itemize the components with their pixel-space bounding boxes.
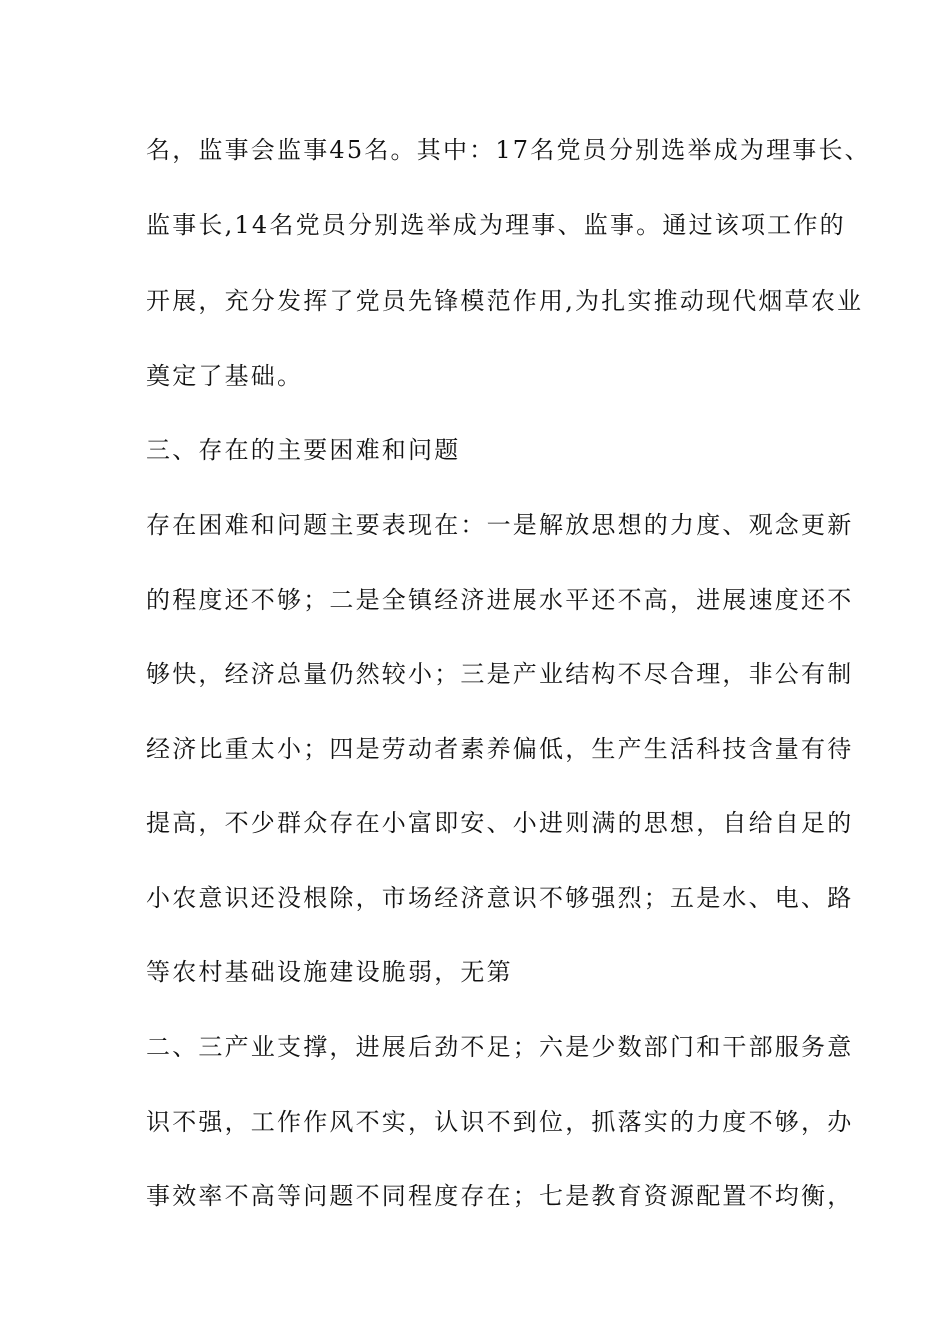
section-heading: 三、存在的主要困难和问题 (146, 436, 461, 464)
body-text-line: 提高，不少群众存在小富即安、小进则满的思想，自给自足的 (146, 809, 854, 837)
body-text-line: 事效率不高等问题不同程度存在；七是教育资源配置不均衡， (146, 1182, 854, 1210)
body-text-line: 监事长,14名党员分别选举成为理事、监事。通过该项工作的 (146, 211, 846, 239)
body-text-line: 存在困难和问题主要表现在：一是解放思想的力度、观念更新 (146, 511, 854, 539)
body-text-line: 够快，经济总量仍然较小；三是产业结构不尽合理，非公有制 (146, 660, 854, 688)
body-text-line: 名，监事会监事45名。其中：17名党员分别选举成为理事长、 (146, 136, 871, 164)
body-text-line: 经济比重太小；四是劳动者素养偏低，生产生活科技含量有待 (146, 735, 854, 763)
body-text-line: 开展，充分发挥了党员先锋模范作用,为扎实推动现代烟草农业 (146, 287, 864, 315)
body-text-line: 的程度还不够；二是全镇经济进展水平还不高，进展速度还不 (146, 586, 854, 614)
body-text-line: 奠定了基础。 (146, 362, 304, 390)
body-text-line: 等农村基础设施建设脆弱，无第 (146, 958, 513, 986)
body-text-line: 识不强，工作作风不实，认识不到位，抓落实的力度不够，办 (146, 1108, 854, 1136)
body-text-line: 二、三产业支撑，进展后劲不足；六是少数部门和干部服务意 (146, 1033, 854, 1061)
body-text-line: 小农意识还没根除，市场经济意识不够强烈；五是水、电、路 (146, 884, 854, 912)
